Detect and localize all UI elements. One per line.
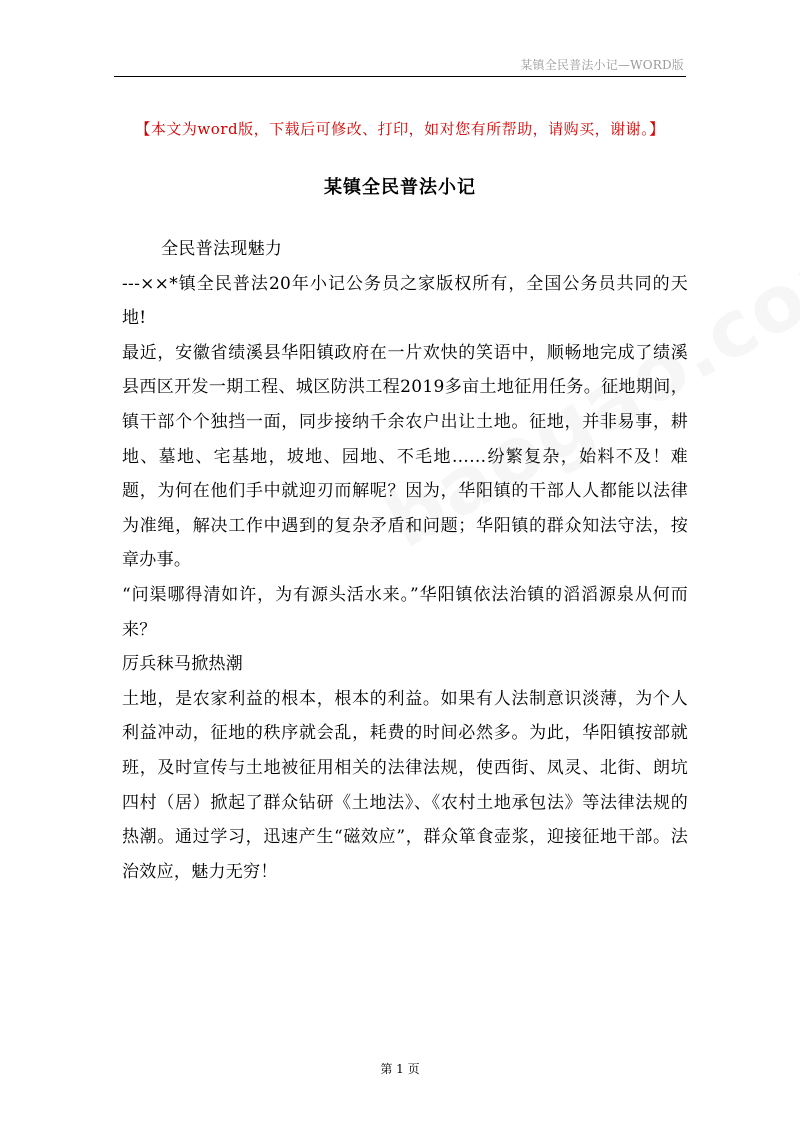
paragraph: “问渠哪得清如许，为有源头活水来。”华阳镇依法治镇的滔滔源泉从何而来？	[122, 584, 688, 640]
document-body	[122, 232, 688, 889]
purchase-notice: 【本文为word版，下载后可修改、打印，如对您有所帮助，请购买，谢谢。】	[135, 120, 665, 138]
section-heading: 全民普法现魅力	[161, 239, 283, 259]
page-header	[114, 52, 686, 77]
paragraph: 土地，是农家利益的根本，根本的利益。如果有人法制意识淡薄，为个人利益冲动，征地的秩序就会乱，耗费的时间必然多。为此，华阳镇按部就班，及时宣传与土地被征用相关的法律法规，使西街、凤灵、北街、朗坑四村（居）掀起了群众钻研《土地法》、《农村土地承包法》等法律法规的热潮。通过学习，迅速产生“磁效应”，群众箪食壶浆，迎接征地干部。法治效应，魅力无穷！	[122, 688, 688, 882]
running-title: 某镇全民普法小记—WORD版	[520, 58, 684, 72]
section-heading: 厉兵秣马掀热潮	[122, 654, 244, 675]
paragraph: ---××*镇全民普法20年小记公务员之家版权所有，全国公务员共同的天地!	[122, 273, 688, 329]
paragraph: 最近，安徽省绩溪县华阳镇政府在一片欢快的笑语中，顺畅地完成了绩溪县西区开发一期工程、城区防洪工程2019多亩土地征用任务。征地期间，镇干部个个独挡一面，同步接纳千余农户出让土地。征地，并非易事，耕地、墓地、宅基地，坡地、园地、不毛地……纷繁复杂，始料不及！难题，为何在他们手中就迎刃而解呢？因为，华阳镇的干部人人都能以法律为准绳，解决工作中遇到的复杂矛盾和问题；华阳镇的群众知法守法，按章办事。	[122, 342, 688, 571]
document-title: 某镇全民普法小记	[324, 177, 476, 198]
page-number: 第 1 页	[380, 1062, 420, 1076]
